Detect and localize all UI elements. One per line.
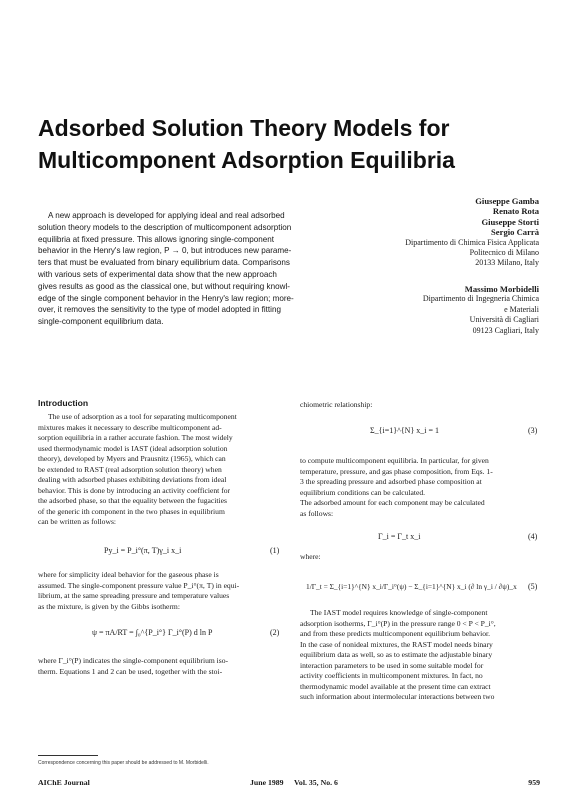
text-line: dealing with adsorbed phases exhibiting deviations from ideal bbox=[38, 475, 227, 484]
text-line: assumed. The single-component pressure value P_i°(π, T) in equi- bbox=[38, 580, 240, 590]
author-name: Renato Rota bbox=[492, 206, 539, 217]
text-line: of the generic ith component in the two phases in equilibrium bbox=[38, 506, 225, 516]
footnote-rule bbox=[38, 755, 98, 756]
text-line: librium, at the same spreading pressure and temperature values bbox=[38, 591, 230, 600]
text-line: can be written as follows: bbox=[38, 517, 117, 526]
text-line: the adsorbed phase, so that the equality between the fugacities bbox=[38, 496, 227, 505]
equation-2: ψ = πA/RT = ∫₀^{P_i°} Γ_i°(P) d ln P bbox=[92, 628, 213, 637]
text-line: equilibrium data as well, so as to estimate the adjustable binary bbox=[300, 650, 493, 659]
equation-4-number: (4) bbox=[528, 532, 538, 541]
title-line-2: Multicomponent Adsorption Equilibria bbox=[38, 147, 455, 173]
right-paragraph-1 bbox=[300, 400, 542, 411]
equation-5: 1/Γ_t = Σ_{i=1}^{N} x_i/Γ_i°(ψ) − Σ_{i=1}^{N} x_i (∂ ln γ_i / ∂ψ)_x bbox=[306, 582, 517, 591]
title-line-1: Adsorbed Solution Theory Models for bbox=[38, 115, 450, 141]
author-name: Sergio Carrà bbox=[491, 227, 539, 238]
equation-4: Γ_i = Γ_t x_i bbox=[378, 532, 421, 541]
equation-3: Σ_{i=1}^{N} x_i = 1 bbox=[370, 426, 440, 435]
affiliation-line: Politecnico di Milano bbox=[469, 248, 539, 258]
text-line: In the case of nonideal mixtures, the RAST model needs binary bbox=[300, 639, 493, 649]
text-line: where for simplicity ideal behavior for the gaseous phase is bbox=[38, 570, 219, 579]
text-line: activity coefficients in multicomponent mixtures. In fact, no bbox=[300, 671, 483, 680]
text-line: used thermodynamic model is IAST (ideal adsorption solution bbox=[38, 443, 228, 453]
author-block-cagliari bbox=[339, 284, 539, 336]
where-label: where: bbox=[300, 552, 321, 561]
equation-1: Py_i = P_i°(π, T)γ_i x_i bbox=[104, 546, 182, 555]
author-block-milano bbox=[339, 196, 539, 269]
affiliation-line: e Materiali bbox=[504, 304, 539, 314]
text-line: where Γ_i°(P) indicates the single-component equilibrium iso- bbox=[38, 656, 229, 665]
text-line: behavior. This is done by introducing an activity coefficient for bbox=[38, 485, 231, 495]
abstract-line: with various sets of experimental data show that the new approach bbox=[38, 269, 277, 279]
abstract-line: gives results as good as the classical one, but without requiring knowl- bbox=[38, 281, 290, 291]
affiliation-line: Dipartimento di Chimica Fisica Applicata bbox=[405, 237, 539, 247]
text-line: mixtures makes it necessary to describe multicomponent ad- bbox=[38, 422, 222, 432]
right-paragraph-3 bbox=[300, 608, 542, 703]
equation-5-number: (5) bbox=[528, 582, 538, 591]
intro-paragraph-3 bbox=[38, 656, 288, 677]
text-line: The IAST model requires knowledge of single-component bbox=[310, 608, 488, 617]
abstract-line: single-component equilibrium data. bbox=[38, 317, 164, 327]
affiliation-line: 20133 Milano, Italy bbox=[475, 258, 539, 268]
affiliation-line: Dipartimento di Ingegneria Chimica bbox=[422, 294, 539, 304]
affiliation-line: Università di Cagliari bbox=[469, 315, 539, 325]
paper-title bbox=[38, 112, 538, 176]
intro-paragraph-2 bbox=[38, 570, 288, 612]
text-line: sorption equilibria in a rather accurate fashion. The most widely bbox=[38, 433, 233, 442]
text-line: 3 the spreading pressure and adsorbed phase composition at bbox=[300, 477, 482, 486]
author-name: Massimo Morbidelli bbox=[464, 284, 539, 294]
abstract-line: equilibria at fixed pressure. This allows ignoring single-component bbox=[38, 234, 275, 244]
text-line: thermodynamic model available at the present time can extract bbox=[300, 681, 491, 691]
text-line: adsorption isotherms, Γ_i°(P) in the pressure range 0 < P < P_i°, bbox=[300, 618, 496, 628]
page-footer bbox=[38, 778, 540, 790]
abstract-line: A new approach is developed for applying ideal and real adsorbed bbox=[48, 211, 285, 220]
text-line: equilibrium conditions can be calculated. bbox=[300, 487, 426, 497]
footer-page-number: 959 bbox=[528, 778, 540, 787]
equation-3-number: (3) bbox=[528, 426, 538, 435]
abstract-line: ters that must be evaluated from binary equilibrium data. Comparisons bbox=[38, 258, 290, 268]
abstract bbox=[38, 210, 360, 328]
abstract-line: edge of the single component behavior in the Henry's law region; more- bbox=[38, 293, 294, 303]
abstract-line: behavior in the Henry's law region, P → 0, but introduces new parame- bbox=[38, 246, 292, 256]
abstract-line: solution theory models to the description of multicomponent adsorption bbox=[38, 222, 292, 232]
affiliation-line: 09123 Cagliari, Italy bbox=[472, 325, 539, 335]
author-name: Giuseppe Storti bbox=[481, 216, 539, 227]
footer-journal: AIChE Journal bbox=[38, 778, 90, 787]
section-heading-introduction: Introduction bbox=[38, 398, 89, 408]
text-line: such information about intermolecular interactions between two bbox=[300, 692, 495, 701]
text-line: temperature, pressure, and gas phase composition, from Eqs. 1- bbox=[300, 466, 493, 476]
equation-1-number: (1) bbox=[270, 546, 280, 555]
text-line: and from these predicts multicomponent equilibrium behavior. bbox=[300, 629, 491, 638]
text-line: to compute multicomponent equilibria. In particular, for given bbox=[300, 456, 489, 465]
text-line: be extended to RAST (real adsorption solution theory) when bbox=[38, 464, 222, 474]
right-paragraph-2 bbox=[300, 456, 542, 519]
text-line: interaction parameters to be used in some suitable model for bbox=[300, 660, 484, 670]
footer-date: June 1989 bbox=[250, 778, 284, 787]
text-line: The adsorbed amount for each component may be calculated bbox=[300, 498, 485, 507]
author-name: Giuseppe Gamba bbox=[475, 196, 539, 206]
text-line: chiometric relationship: bbox=[300, 400, 373, 409]
equation-2-number: (2) bbox=[270, 628, 280, 637]
text-line: theory), developed by Myers and Prausnitz (1965), which can bbox=[38, 454, 226, 463]
text-line: therm. Equations 1 and 2 can be used, together with the stoi- bbox=[38, 666, 223, 676]
footer-volume: Vol. 35, No. 6 bbox=[294, 778, 338, 787]
text-line: The use of adsorption as a tool for separating multicomponent bbox=[48, 412, 237, 421]
text-line: as the mixture, is given by the Gibbs isotherm: bbox=[38, 601, 180, 611]
text-line: as follows: bbox=[300, 508, 334, 518]
intro-paragraph-1 bbox=[38, 412, 288, 528]
footnote: Correspondence concerning this paper should be addressed to M. Morbidelli. bbox=[38, 760, 209, 766]
abstract-line: over, it removes the sensitivity to the type of model adopted in fitting bbox=[38, 305, 281, 315]
